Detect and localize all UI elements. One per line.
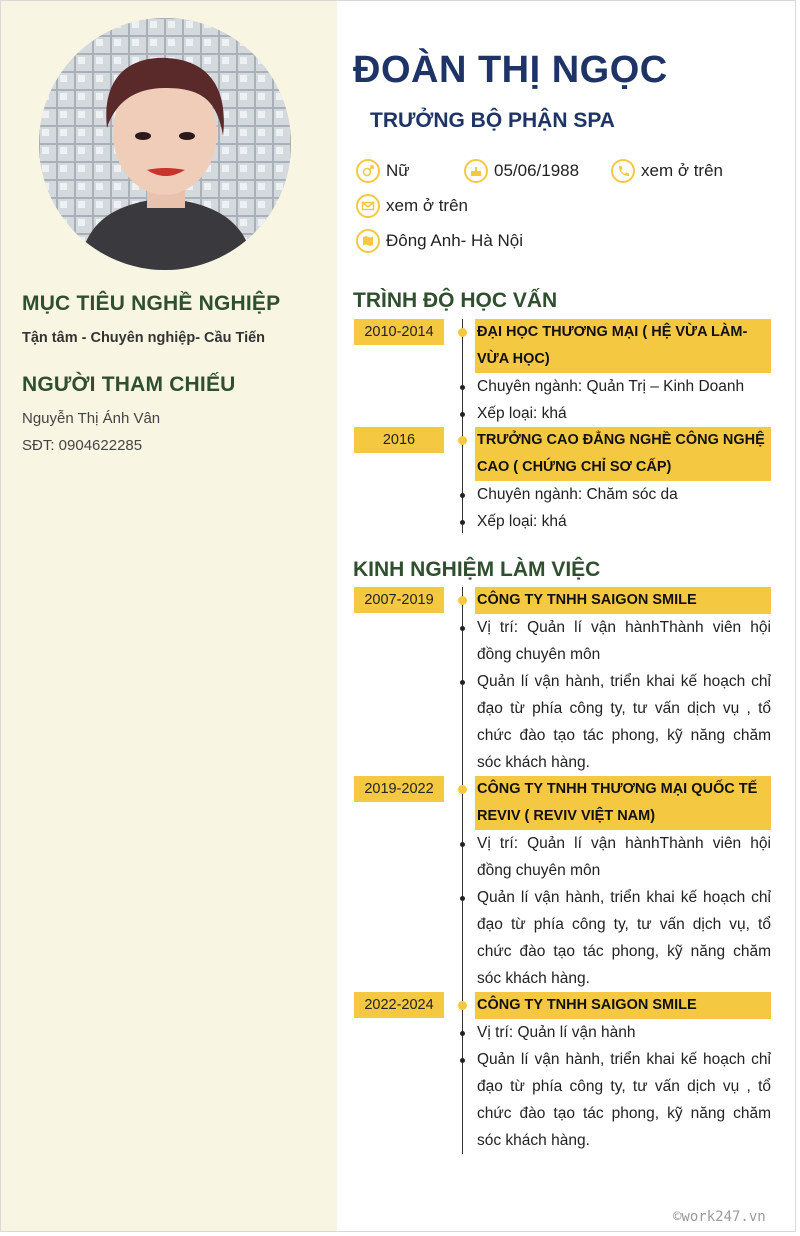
experience-company: CÔNG TY TNHH THƯƠNG MẠI QUỐC TẾ REVIV ( REVIV VIỆT NAM)	[475, 776, 771, 830]
experience-duty: Quản lí vận hành, triển khai kế hoạch chỉ đạo từ phía công ty, tư vấn dịch vụ, tổ chức đào tạo tác phong, kỹ năng chăm sóc khách hàng.	[477, 889, 771, 987]
birthday-value: 05/06/1988	[494, 161, 580, 180]
map-icon	[356, 229, 380, 253]
envelope-icon	[356, 194, 380, 218]
bullet-icon	[460, 520, 465, 525]
profile-photo	[39, 18, 291, 270]
reference-heading: NGƯỜI THAM CHIẾU	[22, 373, 236, 396]
timeline-dot	[458, 785, 467, 794]
address-info	[356, 229, 523, 253]
bullet-icon	[460, 626, 465, 631]
timeline-dot	[458, 436, 467, 445]
experience-duty: Quản lí vận hành, triển khai kế hoạch chỉ đạo từ phía công ty, tư vấn dịch vụ , tổ chức đào tạo tác phong, kỹ năng chăm sóc khách hàng.	[477, 1051, 771, 1149]
experience-company: CÔNG TY TNHH SAIGON SMILE	[475, 587, 771, 614]
bullet-icon	[460, 493, 465, 498]
experience-position: Vị trí: Quản lí vận hànhThành viên hội đồng chuyên môn	[477, 619, 771, 663]
bullet-icon	[460, 842, 465, 847]
phone-icon	[611, 159, 635, 183]
education-major: Chuyên ngành: Quản Trị – Kinh Doanh	[477, 378, 745, 395]
experience-company: CÔNG TY TNHH SAIGON SMILE	[475, 992, 771, 1019]
education-school: ĐẠI HỌC THƯƠNG MẠI ( HỆ VỪA LÀM- VỪA HỌC)	[475, 319, 771, 373]
candidate-name: ĐOÀN THỊ NGỌC	[353, 49, 668, 91]
bullet-icon	[460, 1058, 465, 1063]
gender-icon	[356, 159, 380, 183]
watermark: ©work247.vn	[673, 1209, 766, 1225]
candidate-title: TRƯỞNG BỘ PHẬN SPA	[370, 109, 615, 132]
timeline-dot	[458, 328, 467, 337]
bullet-icon	[460, 1031, 465, 1036]
phone-info	[611, 159, 723, 183]
portrait-image	[39, 18, 291, 270]
bullet-icon	[460, 412, 465, 417]
education-timeline	[462, 319, 463, 533]
address-value: Đông Anh- Hà Nội	[386, 231, 524, 250]
experience-date: 2022-2024	[354, 992, 444, 1018]
birthday-info	[464, 159, 579, 183]
reference-name: Nguyễn Thị Ánh Vân	[22, 410, 161, 427]
experience-timeline	[462, 587, 463, 1154]
objective-heading: MỤC TIÊU NGHỀ NGHIỆP	[22, 292, 281, 315]
bullet-icon	[460, 385, 465, 390]
education-grade: Xếp loại: khá	[477, 513, 567, 530]
cake-icon	[464, 159, 488, 183]
education-date: 2016	[354, 427, 444, 453]
education-school: TRƯỞNG CAO ĐẲNG NGHỀ CÔNG NGHỆ CAO ( CHỨNG CHỈ SƠ CẤP)	[475, 427, 771, 481]
experience-date: 2019-2022	[354, 776, 444, 802]
education-major: Chuyên ngành: Chăm sóc da	[477, 486, 678, 503]
experience-position: Vị trí: Quản lí vận hànhThành viên hội đồng chuyên môn	[477, 835, 771, 879]
experience-position: Vị trí: Quản lí vận hành	[477, 1024, 636, 1041]
reference-phone: SĐT: 0904622285	[22, 437, 143, 454]
education-grade: Xếp loại: khá	[477, 405, 567, 422]
experience-date: 2007-2019	[354, 587, 444, 613]
experience-heading: KINH NGHIỆM LÀM VIỆC	[353, 558, 601, 581]
email-info	[356, 194, 468, 218]
gender-value: Nữ	[386, 161, 410, 180]
phone-value: xem ở trên	[641, 161, 724, 180]
sidebar	[1, 1, 337, 1231]
email-value: xem ở trên	[386, 196, 469, 215]
bullet-icon	[460, 896, 465, 901]
education-date: 2010-2014	[354, 319, 444, 345]
timeline-dot	[458, 596, 467, 605]
experience-duty: Quản lí vận hành, triển khai kế hoạch chỉ đạo từ phía công ty, tư vấn dịch vụ , tổ chức đào tạo tác phong, kỹ năng chăm sóc khách hàng.	[477, 673, 771, 771]
bullet-icon	[460, 680, 465, 685]
gender-info	[356, 159, 410, 183]
timeline-dot	[458, 1001, 467, 1010]
objective-text: Tận tâm - Chuyên nghiệp- Cầu Tiến	[22, 330, 266, 346]
education-heading: TRÌNH ĐỘ HỌC VẤN	[353, 289, 558, 312]
